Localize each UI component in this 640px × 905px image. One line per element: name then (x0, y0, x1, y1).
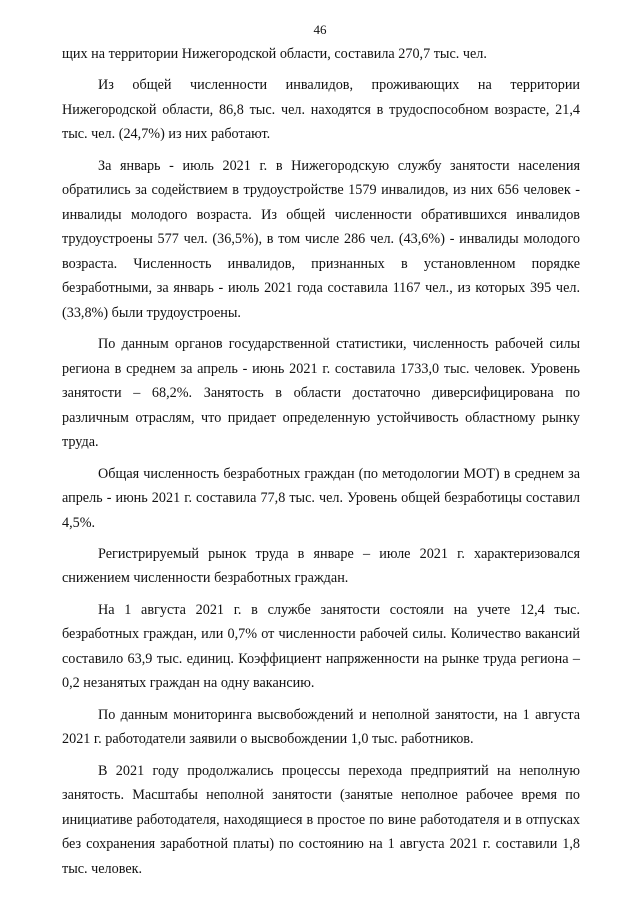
paragraph-part-time-employment: В 2021 году продолжались процессы перехода предприятий на неполную занятость. Масштабы неполной занятости (занятые неполное рабочее время по инициативе работодателя, находящиеся в простое по вине работодателя и в отпусках без сохранения заработной платы) по состоянию на 1 августа 2021 г. составили 1,8 тыс. человек. (62, 762, 580, 877)
paragraph-employment-service-disabled: За январь - июль 2021 г. в Нижегородскую службу занятости населения обратились за содействием в трудоустройстве 1579 инвалидов, из них 656 человек - инвалиды молодого возраста. Из общей численности обратившихся инвалидов трудоустроены 577 чел. (36,5%), в том числе 286 чел. (43,6%) - инвалиды молодого возраста. Численность инвалидов, признанных в установленном порядке безработными, за январь - июль 2021 года составила 1167 чел., из которых 395 чел. (33,8%) были трудоустроены. (62, 157, 580, 321)
paragraph-unemployment-ilo: Общая численность безработных граждан (по методологии МОТ) в среднем за апрель - июнь 2021 г. составила 77,8 тыс. чел. Уровень общей безработицы составил 4,5%. (62, 465, 580, 531)
document-body (62, 42, 580, 888)
page-number: 46 (313, 22, 327, 37)
paragraph-continuation: щих на территории Нижегородской области, составила 270,7 тыс. чел. (62, 46, 487, 62)
paragraph-labor-force: По данным органов государственной статистики, численность рабочей силы региона в среднем за апрель - июнь 2021 г. составила 1733,0 тыс. человек. Уровень занятости – 68,2%. Занятость в области достаточно диверсифицирована по различным отраслям, что придает определенную устойчивость областному рынку труда. (62, 336, 580, 451)
paragraph-registered-market: Регистрируемый рынок труда в январе – июле 2021 г. характеризовался снижением численности безработных граждан. (62, 545, 580, 587)
paragraph-registered-unemployed: На 1 августа 2021 г. в службе занятости состояли на учете 12,4 тыс. безработных граждан, или 0,7% от численности рабочей силы. Количество вакансий составило 63,9 тыс. единиц. Коэффициент напряженности на рынке труда региона – 0,2 незанятых граждан на одну вакансию. (62, 601, 580, 692)
paragraph-layoffs-monitoring: По данным мониторинга высвобождений и неполной занятости, на 1 августа 2021 г. работодатели заявили о высвобождении 1,0 тыс. работников. (62, 706, 580, 748)
paragraph-disabled-working-age: Из общей численности инвалидов, проживающих на территории Нижегородской области, 86,8 тыс. чел. находятся в трудоспособном возрасте, 21,4 тыс. чел. (24,7%) из них работают. (62, 77, 580, 143)
